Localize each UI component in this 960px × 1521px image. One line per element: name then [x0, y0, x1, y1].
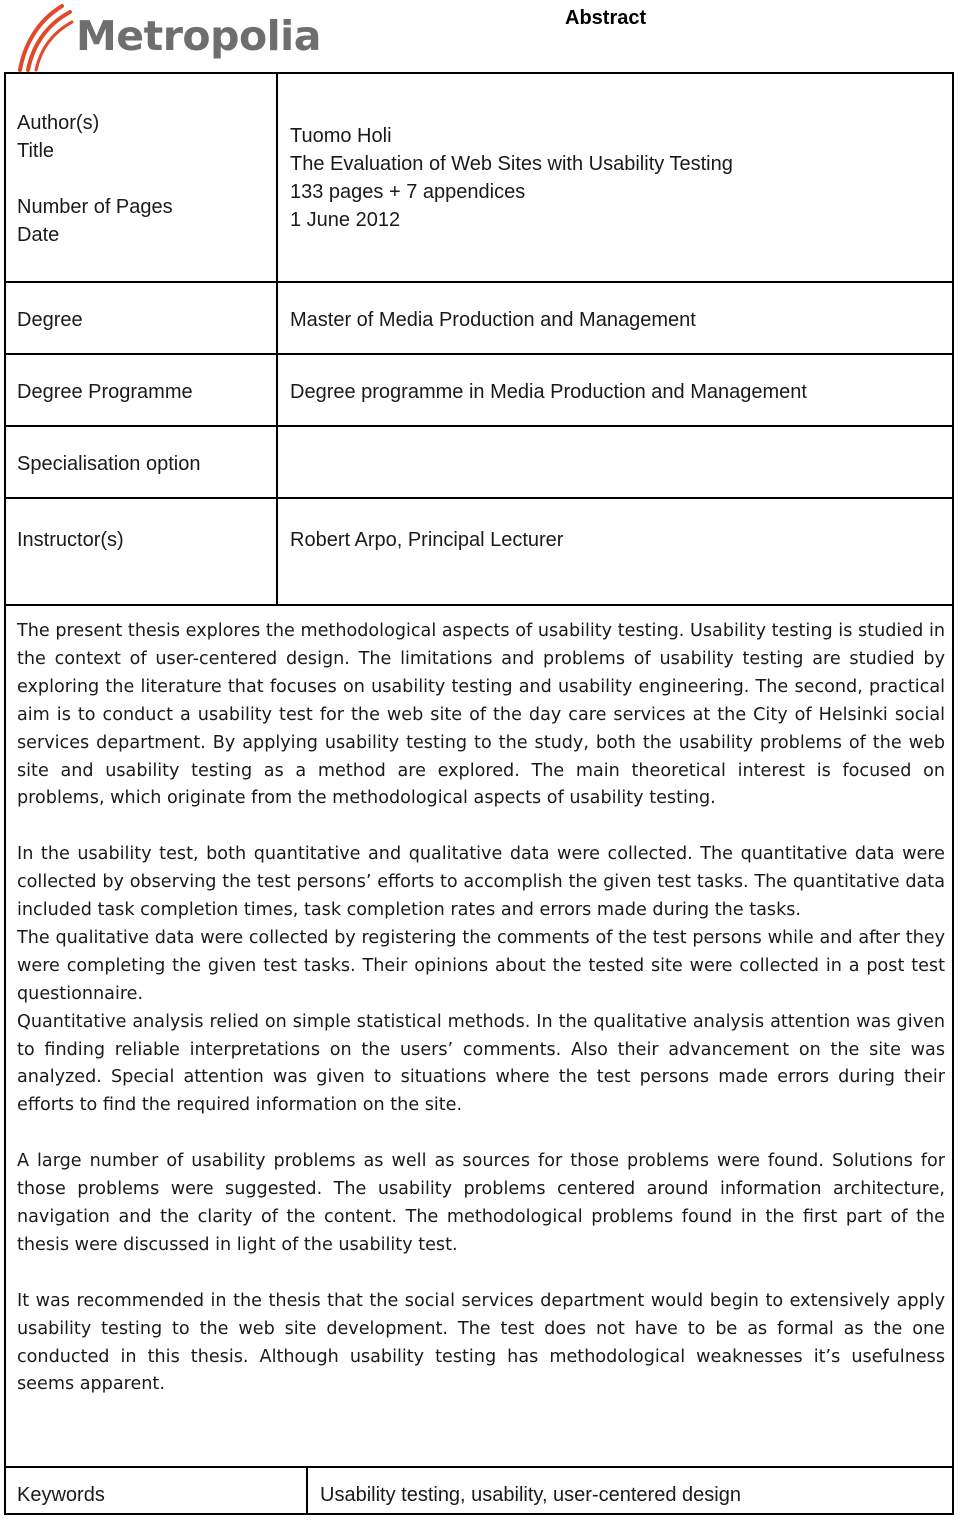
- abstract-paragraph: The present thesis explores the methodological aspects of usability testing. Usability testing is studied in the context of user-centered design. The limitations and problems of usability testing are studied by exploring the literature that focuses on usability testing and usability engineering. The second, practical aim is to conduct a usability test for the web site of the day care services at the City of Helsinki social services department. By applying usability testing to the study, both the usability problems of the web site and usability testing as a method are explored. The main theoretical interest is focused on problems, which originate from the methodological aspects of usability testing.: [17, 621, 945, 809]
- row-divider: [4, 281, 954, 283]
- abstract-paragraph: A large number of usability problems as well as sources for those problems were found. Solutions for those problems were suggested. The usability problems centered around information architecture, navigation and the clarity of the content. The methodological problems found in the first part of the thesis were discussed in light of the usability test.: [17, 1151, 945, 1255]
- label-number-of-pages: Number of Pages: [17, 196, 173, 218]
- value-author: Tuomo Holi: [290, 125, 392, 147]
- label-instructors: Instructor(s): [17, 529, 124, 551]
- row-divider: [4, 353, 954, 355]
- label-specialisation: Specialisation option: [17, 453, 201, 475]
- column-divider: [306, 1466, 308, 1515]
- row-divider: [4, 497, 954, 499]
- label-date: Date: [17, 224, 60, 246]
- label-degree-programme: Degree Programme: [17, 381, 193, 403]
- value-degree: Master of Media Production and Management: [290, 309, 696, 331]
- value-degree-programme: Degree programme in Media Production and Management: [290, 381, 807, 403]
- value-keywords: Usability testing, usability, user-centered design: [320, 1484, 741, 1506]
- row-divider: [4, 425, 954, 427]
- value-instructors: Robert Arpo, Principal Lecturer: [290, 529, 564, 551]
- label-authors: Author(s): [17, 112, 100, 134]
- page-header: [0, 0, 960, 72]
- abstract-paragraph: In the usability test, both quantitative and qualitative data were collected. The quantitative data were collected by observing the test persons’ efforts to accomplish the given test tasks. The quantitative data included task completion times, task completion rates and errors made during the tasks.: [17, 844, 945, 921]
- metropolia-logo: [14, 2, 324, 72]
- logo-swoosh-icon: [14, 2, 74, 72]
- value-title: The Evaluation of Web Sites with Usability Testing: [290, 153, 733, 175]
- value-number-of-pages: 133 pages + 7 appendices: [290, 181, 526, 203]
- abstract-paragraph: The qualitative data were collected by registering the comments of the test persons while and after they were completing the given test tasks. Their opinions about the tested site were collected in a post test questionnaire.: [17, 927, 945, 1004]
- logo-wordmark: Metropolia: [76, 12, 321, 60]
- row-divider: [4, 1466, 954, 1468]
- abstract-text: [17, 618, 945, 1399]
- label-degree: Degree: [17, 309, 83, 331]
- page-title: Abstract: [565, 7, 647, 29]
- column-divider: [276, 72, 278, 605]
- label-keywords: Keywords: [17, 1484, 105, 1506]
- row-divider: [4, 604, 954, 606]
- label-title: Title: [17, 140, 55, 162]
- abstract-paragraph: Quantitative analysis relied on simple statistical methods. In the qualitative analysis attention was given to finding reliable interpretations on the users’ comments. Also their advancement on the site was analyzed. Special attention was given to situations where the test persons made errors during their efforts to find the required information on the site.: [17, 1011, 945, 1116]
- value-date: 1 June 2012: [290, 209, 401, 231]
- abstract-paragraph: It was recommended in the thesis that the social services department would begin to extensively apply usability testing to the web site development. The test does not have to be as formal as the one conducted in this thesis. Although usability testing has methodological weaknesses it’s usefulness seems apparent.: [17, 1290, 945, 1395]
